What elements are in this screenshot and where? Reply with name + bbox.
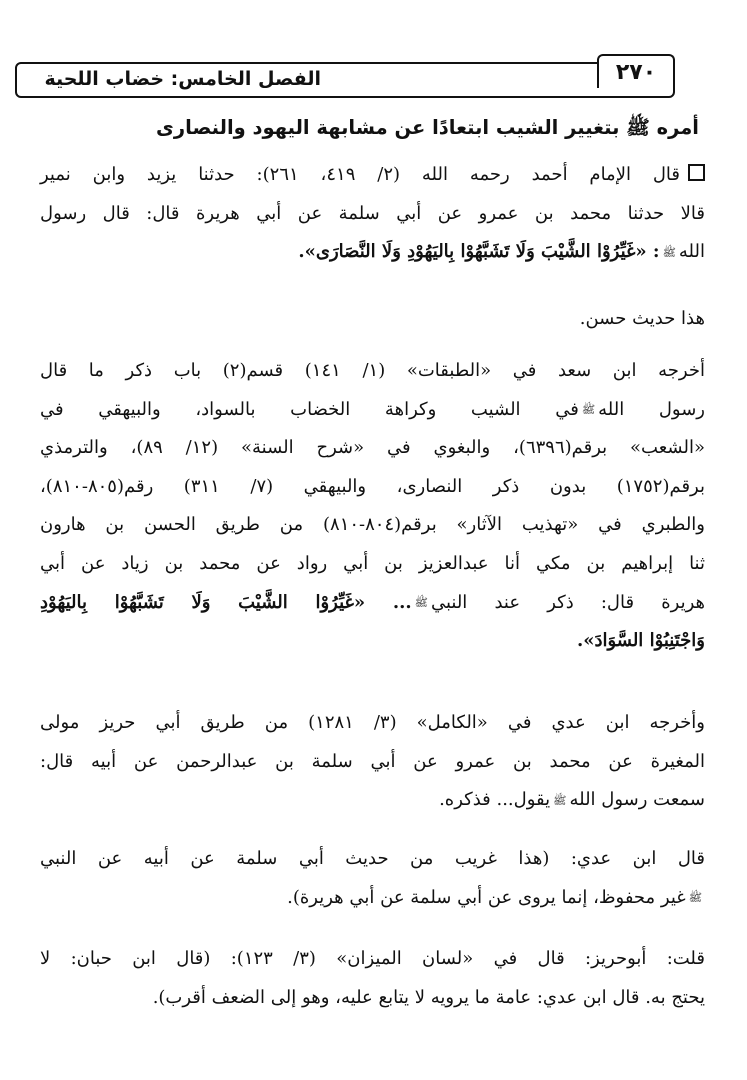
- hadith-text: : «غَيِّرُوْا الشَّيْبَ وَلَا تَشَبَّهُوْا بِاليَهُوْدِ وَلَا النَّصَارَى».: [298, 241, 660, 263]
- salawat-symbol: ﷺ: [688, 891, 702, 905]
- text-line: أخرجه ابن سعد في «الطبقات» (١/ ١٤١) قسم(٢) باب ذكر ما قال: [40, 360, 705, 381]
- page-header: [15, 62, 675, 98]
- hadith-text: ... «غَيِّرُوْا الشَّيْبَ وَلَا تَشَبَّهُوْا بِاليَهُوْدِ: [40, 591, 412, 613]
- chapter-title: الفصل الخامس: خضاب اللحية: [44, 68, 321, 90]
- text-line: سمعت رسول اللهﷺيقول... فذكره.: [439, 789, 705, 811]
- text-line: هذا حديث حسن.: [579, 308, 705, 329]
- hadith-text: وَاجْتَنِبُوْا السَّوَادَ».: [576, 630, 705, 652]
- text-line: وأخرجه ابن عدي في «الكامل» (٣/ ١٢٨١) من طريق أبي حريز مولى: [40, 712, 705, 733]
- text-line: يحتج به. قال ابن عدي: عامة ما يرويه لا يتابع عليه، وهو إلى الضعف أقرب).: [152, 986, 705, 1008]
- paragraph-author-note: [40, 940, 705, 1017]
- text-line: قال ابن عدي: (هذا غريب من حديث أبي سلمة عن أبيه عن النبي: [40, 848, 705, 869]
- salawat-symbol: ﷺ: [414, 596, 428, 610]
- salawat-symbol: ﷺ: [662, 245, 676, 259]
- paragraph-ibn-adi: [40, 704, 705, 820]
- paragraph-takhrij: [40, 352, 705, 661]
- text-line: ﷺغير محفوظ، إنما يروى عن أبي سلمة عن أبي هريرة).: [40, 879, 705, 918]
- text-line: ثنا إبراهيم بن مكي أنا عبدالعزيز بن أبي رواد عن محمد بن زياد عن أبي: [40, 552, 705, 574]
- text-line: قالا حدثنا محمد بن عمرو عن أبي سلمة عن أبي هريرة قال: قال رسول: [40, 202, 705, 224]
- salawat-symbol: ﷺ: [581, 403, 596, 417]
- text-line: [40, 622, 705, 661]
- text-line: هريرة قال: ذكر عند النبيﷺ... «غَيِّرُوْا الشَّيْبَ وَلَا تَشَبَّهُوْا بِاليَهُوْدِ: [40, 591, 706, 613]
- page-number: ٢٧٠: [597, 54, 675, 88]
- salawat-symbol: ﷺ: [553, 793, 567, 807]
- text-line: اللهﷺ: «غَيِّرُوْا الشَّيْبَ وَلَا تَشَبَّهُوْا بِاليَهُوْدِ وَلَا النَّصَارَى».: [298, 241, 705, 263]
- paragraph-ibn-adi-comment: [40, 840, 705, 917]
- text-line: رسول اللهﷺفي الشيب وكراهة الخضاب بالسواد، والبيهقي في: [40, 398, 705, 420]
- text-line: برقم(١٧٥٢) بدون ذكر النصارى، والبيهقي (٧/ ٣١١) رقم(٨٠٥-٨١٠)،: [40, 475, 705, 497]
- section-heading: أمره ﷺ بتغيير الشيب ابتعادًا عن مشابهة اليهود والنصارى: [156, 116, 699, 139]
- text-line: «الشعب» برقم(٦٣٩٦)، والبغوي في «شرح السنة» (١٢/ ٨٩)، والترمذي: [40, 437, 705, 459]
- text-line: والطبري في «تهذيب الآثار» برقم(٨٠٤-٨١٠) من طريق الحسن بن هارون: [40, 514, 705, 536]
- paragraph-ahmad-hadith: [40, 156, 705, 272]
- text-line: قال الإمام أحمد رحمه الله (٢/ ٤١٩، ٢٦١): حدثنا يزيد وابن نمير: [40, 156, 705, 195]
- paragraph-grading: [40, 300, 705, 339]
- text-line: قلت: أبوحريز: قال في «لسان الميزان» (٣/ ١٢٣): (قال ابن حبان: لا: [40, 948, 705, 969]
- bullet-square-icon: [688, 164, 705, 181]
- text-line: المغيرة عن محمد بن عمرو عن أبي سلمة بن عبدالرحمن عن أبيه قال:: [40, 750, 705, 772]
